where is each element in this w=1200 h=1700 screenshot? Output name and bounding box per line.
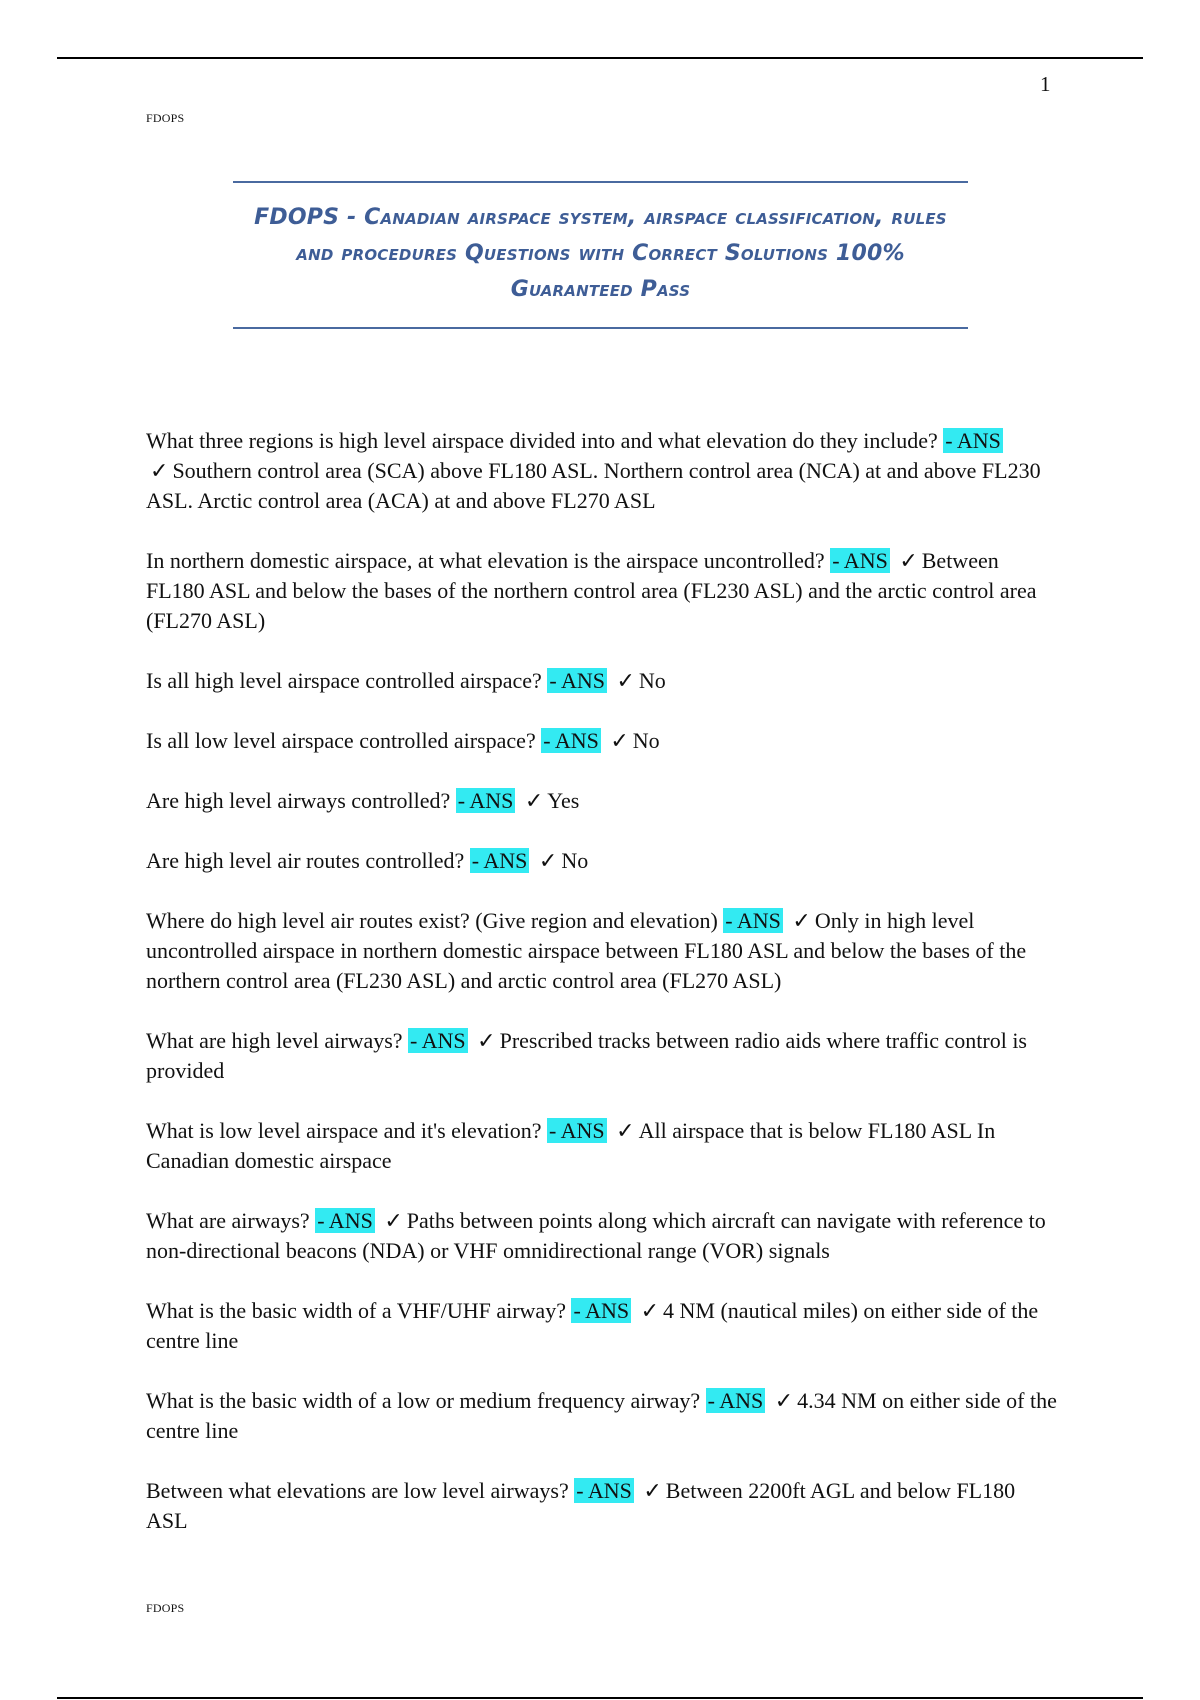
qa-item	[146, 906, 1058, 996]
question-text: What is the basic width of a VHF/UHF airway?	[146, 1298, 566, 1323]
question-text: Is all low level airspace controlled airspace?	[146, 728, 536, 753]
question-text: Are high level air routes controlled?	[146, 848, 465, 873]
qa-item	[146, 1476, 1058, 1536]
header-label: FDOPS	[146, 111, 185, 125]
answer-marker: - ANS	[549, 668, 605, 693]
answer-text: No	[561, 848, 589, 873]
answer-marker: - ANS	[832, 548, 888, 573]
answer-text: Only in high level uncontrolled airspace in northern domestic airspace between FL180 ASL and below the bases of the northern control area (FL230 ASL) and arctic control area (FL270 ASL)	[146, 908, 1027, 993]
checkmark-icon: ✓	[524, 788, 544, 813]
checkmark-icon: ✓	[640, 1298, 660, 1323]
document-title: FDOPS - Canadian airspace system, airspace classification, rules and procedures Questions with Correct Solutions 100% Guaranteed Pass	[254, 205, 947, 302]
question-text: Where do high level air routes exist? (Give region and elevation)	[146, 908, 718, 933]
answer-text: Yes	[547, 788, 580, 813]
checkmark-icon: ✓	[792, 908, 811, 933]
qa-item	[146, 666, 1058, 696]
question-text: What is low level airspace and it's elevation?	[146, 1118, 542, 1143]
answer-marker: - ANS	[549, 1118, 605, 1143]
title-block	[233, 181, 968, 329]
question-text: What three regions is high level airspace divided into and what elevation do they include?	[146, 428, 938, 453]
question-text: Are high level airways controlled?	[146, 788, 451, 813]
answer-text: Between 2200ft AGL and below FL180 ASL	[146, 1478, 1016, 1533]
answer-marker: - ANS	[945, 428, 1001, 453]
answer-marker: - ANS	[471, 848, 528, 873]
qa-list	[146, 426, 1058, 1566]
question-text: What is the basic width of a low or medium frequency airway?	[146, 1388, 701, 1413]
answer-text: Between FL180 ASL and below the bases of the northern control area (FL230 ASL) and the arctic control area (FL270 ASL)	[146, 548, 1037, 633]
qa-item	[146, 1116, 1058, 1176]
question-text: What are airways?	[146, 1208, 310, 1233]
page-number: 1	[1040, 72, 1051, 96]
qa-item	[146, 1206, 1058, 1266]
checkmark-icon: ✓	[616, 1118, 635, 1143]
checkmark-icon: ✓	[538, 848, 558, 873]
qa-item	[146, 846, 1058, 876]
question-text: In northern domestic airspace, at what elevation is the airspace uncontrolled?	[146, 548, 825, 573]
page-bottom-rule	[57, 1697, 1143, 1699]
answer-text: 4 NM (nautical miles) on either side of the centre line	[146, 1298, 1039, 1353]
checkmark-icon: ✓	[610, 728, 629, 753]
checkmark-icon: ✓	[616, 668, 635, 693]
answer-text: No	[638, 668, 666, 693]
answer-text: Prescribed tracks between radio aids where traffic control is provided	[146, 1028, 1027, 1083]
answer-marker: - ANS	[573, 1298, 630, 1323]
answer-marker: - ANS	[725, 908, 781, 933]
answer-marker: - ANS	[317, 1208, 373, 1233]
page-top-rule	[57, 57, 1143, 59]
checkmark-icon: ✓	[384, 1208, 403, 1233]
answer-text: Paths between points along which aircraft can navigate with reference to non-directional beacons (NDA) or VHF omnidirectional range (VOR) signals	[146, 1208, 1046, 1263]
answer-marker: - ANS	[543, 728, 599, 753]
qa-item	[146, 546, 1058, 636]
qa-item	[146, 1296, 1058, 1356]
footer-label: FDOPS	[146, 1601, 185, 1615]
question-text: Is all high level airspace controlled airspace?	[146, 668, 542, 693]
question-text: What are high level airways?	[146, 1028, 403, 1053]
checkmark-icon: ✓	[899, 548, 918, 573]
answer-text: 4.34 NM on either side of the centre line	[146, 1388, 1057, 1443]
qa-item	[146, 786, 1058, 816]
qa-item	[146, 426, 1058, 516]
answer-marker: - ANS	[410, 1028, 466, 1053]
checkmark-icon: ✓	[774, 1388, 794, 1413]
answer-text: Southern control area (SCA) above FL180 ASL. Northern control area (NCA) at and above FL230 ASL. Arctic control area (ACA) at and above FL270 ASL	[146, 458, 1041, 513]
title-bottom-line	[233, 327, 968, 329]
answer-marker: - ANS	[576, 1478, 632, 1503]
checkmark-icon: ✓	[643, 1478, 662, 1503]
answer-marker: - ANS	[457, 788, 514, 813]
checkmark-icon: ✓	[150, 458, 169, 483]
question-text: Between what elevations are low level airways?	[146, 1478, 569, 1503]
answer-text: All airspace that is below FL180 ASL In Canadian domestic airspace	[146, 1118, 996, 1173]
answer-marker: - ANS	[707, 1388, 764, 1413]
title-top-line	[233, 181, 968, 183]
qa-item	[146, 726, 1058, 756]
qa-item	[146, 1026, 1058, 1086]
qa-item	[146, 1386, 1058, 1446]
answer-text: No	[632, 728, 660, 753]
checkmark-icon: ✓	[477, 1028, 496, 1053]
